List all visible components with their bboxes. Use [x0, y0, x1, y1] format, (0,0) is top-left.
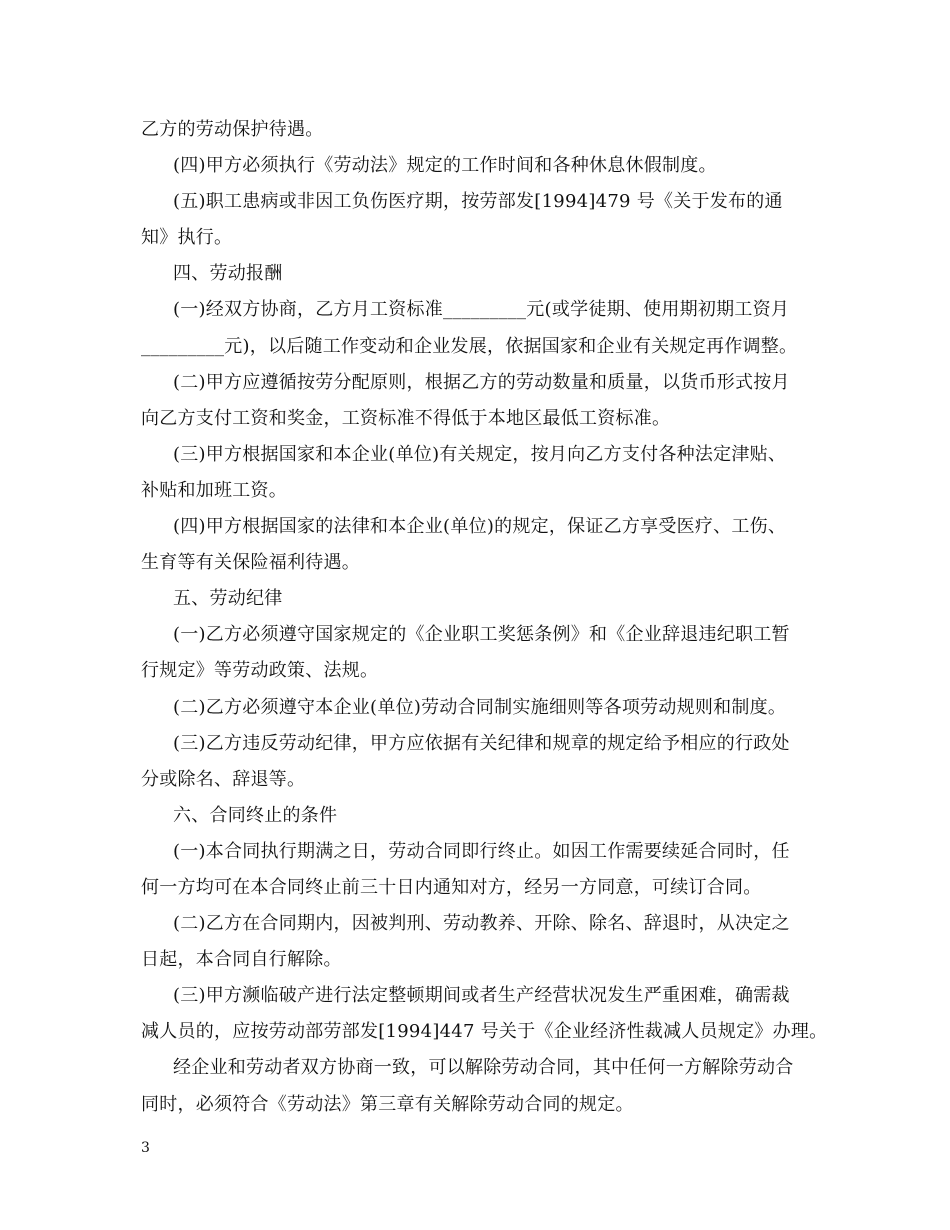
paragraph-line: 同时，必须符合《劳动法》第三章有关解除劳动合同的规定。: [141, 1093, 634, 1115]
paragraph-line: (一)本合同执行期满之日，劳动合同即行终止。如因工作需要续延合同时，任: [173, 840, 790, 862]
paragraph-line: (二)乙方在合同期内，因被判刑、劳动教养、开除、除名、辞退时，从决定之: [173, 913, 790, 935]
paragraph-line: (一)经双方协商，乙方月工资标准_________元(或学徒期、使用期初期工资月: [173, 299, 790, 321]
paragraph-line: 经企业和劳动者双方协商一致，可以解除劳动合同，其中任何一方解除劳动合: [173, 1057, 794, 1079]
paragraph-line: _________元)，以后随工作变动和企业发展，依据国家和企业有关规定再作调整。: [141, 335, 798, 357]
section-heading: 六、合同终止的条件: [173, 804, 338, 826]
paragraph-line: 乙方的劳动保护待遇。: [141, 119, 324, 140]
paragraph-line: 何一方均可在本合同终止前三十日内通知对方，经另一方同意，可续订合同。: [141, 876, 762, 898]
section-heading: 四、劳动报酬: [173, 263, 283, 285]
paragraph-line: (四)甲方根据国家的法律和本企业(单位)的规定，保证乙方享受医疗、工伤、: [173, 516, 787, 538]
paragraph-line: (一)乙方必须遵守国家规定的《企业职工奖惩条例》和《企业辞退违纪职工暂: [173, 624, 790, 646]
paragraph-line: (五)职工患病或非因工负伤医疗期，按劳部发[1994]479 号《关于发布的通: [173, 191, 783, 213]
paragraph-line: 行规定》等劳动政策、法规。: [141, 660, 379, 682]
paragraph-line: 向乙方支付工资和奖金，工资标准不得低于本地区最低工资标准。: [141, 407, 671, 429]
paragraph-line: 分或除名、辞退等。: [141, 768, 306, 790]
section-heading: 五、劳动纪律: [173, 588, 283, 610]
paragraph-line: (二)乙方必须遵守本企业(单位)劳动合同制实施细则等各项劳动规则和制度。: [173, 696, 787, 718]
paragraph-line: (三)乙方违反劳动纪律，甲方应依据有关纪律和规章的规定给予相应的行政处: [173, 732, 790, 754]
paragraph-line: 知》执行。: [141, 227, 233, 249]
paragraph-line: 生育等有关保险福利待遇。: [141, 552, 360, 574]
page-number: 3: [141, 1140, 150, 1156]
paragraph-line: (四)甲方必须执行《劳动法》规定的工作时间和各种休息休假制度。: [173, 155, 717, 177]
paragraph-line: 日起，本合同自行解除。: [141, 949, 342, 971]
paragraph-line: (三)甲方濒临破产进行法定整顿期间或者生产经营状况发生严重困难，确需裁: [173, 985, 790, 1007]
paragraph-line: (三)甲方根据国家和本企业(单位)有关规定，按月向乙方支付各种法定津贴、: [173, 443, 787, 465]
paragraph-line: 减人员的，应按劳动部劳部发[1994]447 号关于《企业经济性裁减人员规定》办理。: [141, 1021, 828, 1043]
paragraph-line: 补贴和加班工资。: [141, 479, 287, 501]
paragraph-line: (二)甲方应遵循按劳分配原则，根据乙方的劳动数量和质量，以货币形式按月: [173, 371, 790, 393]
document-body: [141, 112, 828, 1123]
